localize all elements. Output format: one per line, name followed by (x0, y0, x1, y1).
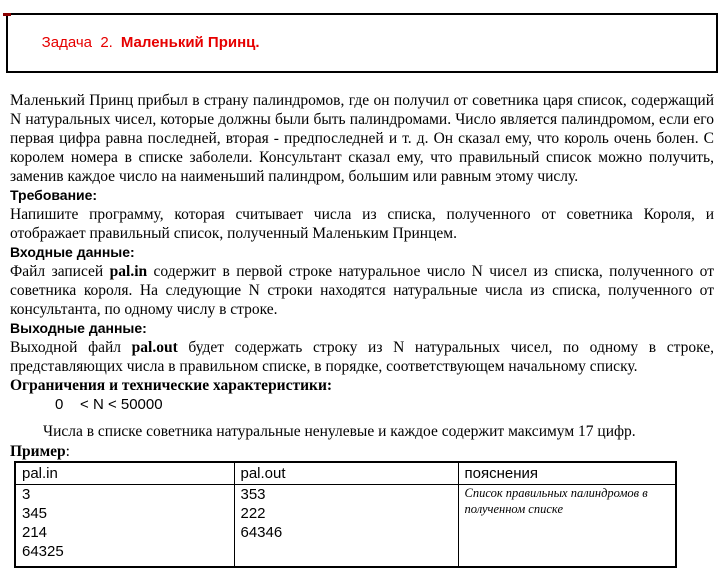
output-filename: pal.out (131, 339, 178, 356)
example-table (14, 461, 677, 568)
input-filename: pal.in (109, 263, 148, 280)
output-data-text (10, 338, 714, 376)
column-header-explanations: пояснения (458, 462, 676, 485)
pal-in-value: 214 (22, 524, 48, 541)
requirement-text: Напишите программу, которая считывает числа из списка, полученного от советника Короля, и отображает правильный список, полученный Маленьким Принцем. (10, 206, 714, 242)
example-heading-colon: : (65, 443, 70, 460)
task-title-bar (6, 13, 718, 73)
pal-in-value: 345 (22, 505, 48, 522)
column-header-pal-in: pal.in (15, 462, 234, 485)
pal-in-cell (15, 485, 234, 568)
requirement-heading: Требование: (10, 187, 98, 203)
example-table-header-row (15, 462, 676, 485)
pal-in-value: 64325 (22, 543, 64, 560)
output-text-before: Выходной файл (10, 339, 132, 356)
input-data-text (10, 262, 714, 319)
input-text-after: содержит в первой строке натуральное число N чисел из списка, полученного от советника короля. На следующие N строки находятся натуральные числа из списка, полученного от консультанта, по одному числу в строке. (10, 263, 714, 318)
output-text-after: будет содержать строку из N натуральных чисел, по одному в строке, представляющих числа в правильном списке, в порядке, соответствующем начальному списку. (10, 339, 714, 375)
document-page (0, 13, 725, 571)
pal-out-value: 64346 (240, 524, 283, 541)
pal-in-value: 3 (22, 486, 31, 503)
explanation-cell: Список правильных палиндромов в полученном списке (458, 485, 676, 568)
document-content (0, 91, 725, 568)
page-corner-mark (3, 13, 11, 16)
constraint-note: Числа в списке советника натуральные ненулевые и каждое содержит максимум 17 цифр. (43, 423, 636, 440)
problem-statement: Маленький Принц прибыл в страну палиндромов, где он получил от советника царя список, содержащий N натуральных чисел, которые должны были быть палиндромами. Число является палиндромом, если его первая цифра равна последней, вторая - предпоследней и т. д. Он сказал ему, что король очень болен. С королем номера в списке заболели. Консультант сказал ему, что правильный список можно получить, заменив каждое число на наименьший палиндром, большим или равным этому числу. (10, 92, 714, 185)
pal-out-cell (234, 485, 458, 568)
example-heading-word: Пример (10, 443, 66, 460)
input-text-before: Файл записей (10, 263, 110, 280)
example-table-body-row (15, 485, 676, 568)
output-data-heading: Выходные данные: (10, 320, 147, 336)
constraints-heading: Ограничения и технические характеристики: (10, 377, 333, 394)
task-name-label: Маленький Принц. (120, 34, 260, 51)
pal-out-value: 353 (240, 486, 266, 503)
pal-out-value: 222 (240, 505, 266, 522)
column-header-pal-out: pal.out (234, 462, 458, 485)
task-number-label: Задача 2. (41, 34, 113, 51)
input-data-heading: Входные данные: (10, 244, 135, 260)
constraint-range: 0 < N < 50000 (55, 396, 163, 413)
example-heading (10, 442, 714, 461)
